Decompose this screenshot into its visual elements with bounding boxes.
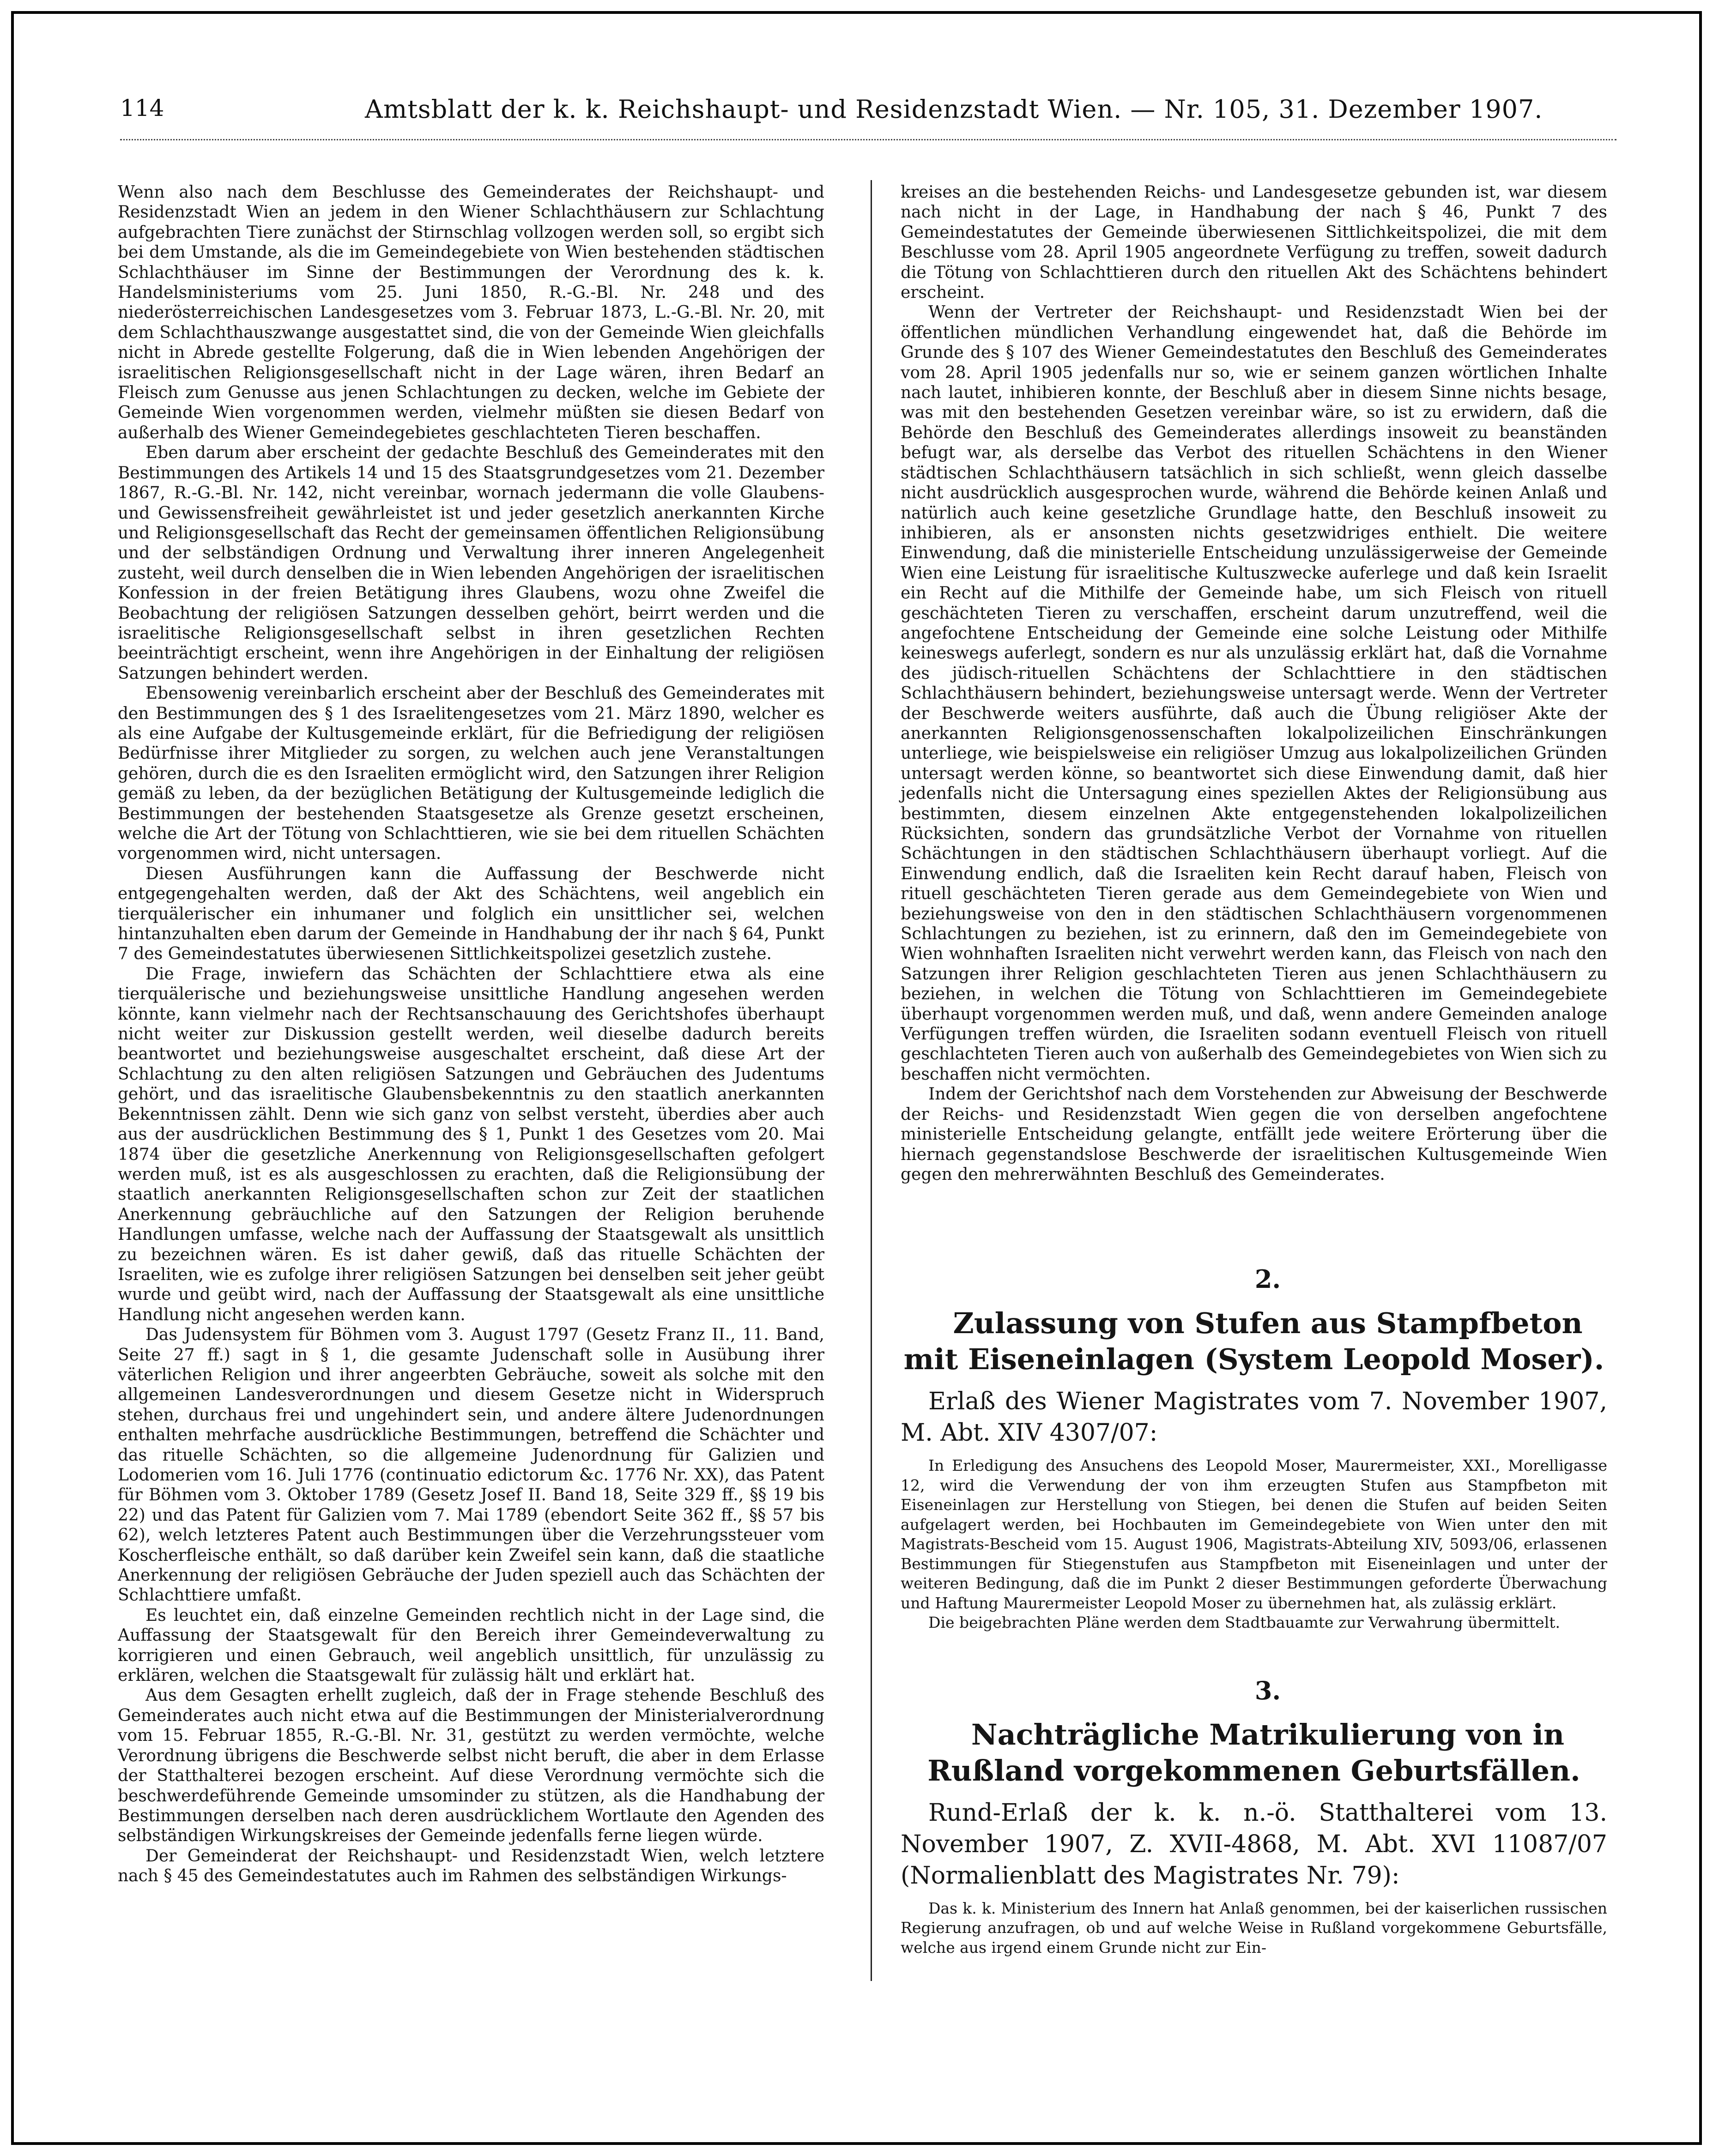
section-3-body bbox=[901, 1899, 1607, 1958]
section-3-title: Nachträgliche Matrikulierung von in Rußland vorgekommenen Geburtsfällen. bbox=[927, 1717, 1580, 1788]
spacer bbox=[901, 1295, 1607, 1305]
section-2-number: 2. bbox=[1254, 1264, 1281, 1294]
page-number: 114 bbox=[120, 95, 164, 121]
right-column bbox=[901, 182, 1607, 1957]
paragraph: Es leuchtet ein, daß einzelne Gemeinden rechtlich nicht in der Lage sind, die Auffassung der Staatsgewalt für den Bereich ihrer Gemeindeverwaltung zu korrigieren und einen Gebrauch, weil angeblich unsittlich, für unzulässig zu erklären, welchen die Staatsgewalt für zulässig hält und erklärt hat. bbox=[118, 1606, 824, 1685]
paragraph: Die Frage, inwiefern das Schächten der Schlachttiere etwa als eine tierquälerische und beziehungsweise unsittliche Handlung angesehen werden könnte, kann vielmehr nach der Rechtsanschauung des Gerichtshofes überhaupt nicht weiter zur Diskussion gestellt werden, weil dieselbe dadurch bereits beantwortet und beziehungsweise ausgeschaltet erscheint, daß diese Art der Schlachtung zu den alten religiösen Satzungen und Gebräuchen des Judentums gehört, und das israelitische Glaubensbekenntnis zu den staatlich anerkannten Bekenntnissen zählt. Denn wie sich ganz von selbst versteht, überdies aber auch aus der ausdrücklichen Bestimmung des § 1, Punkt 1 des Gesetzes vom 20. Mai 1874 über die gesetzliche Anerkennung von Religionsgesellschaften gefolgert werden muß, ist es als ausgeschlossen zu erachten, daß die Religionsübung der staatlich anerkannten Religionsgesellschaften schon zur Zeit der staatlichen Anerkennung gebräuchliche auf den Satzungen der Religion beruhende Handlungen umfasse, welche nach der Auffassung der Staatsgewalt als unsittlich zu bezeichnen wären. Es ist daher gewiß, daß das rituelle Schächten der Israeliten, wie es zufolge ihrer religiösen Satzungen bei denselben seit jeher geübt wurde und geübt wird, nach der Auffassung der Staatsgewalt als eine unsittliche Handlung nicht angesehen werden kann. bbox=[118, 964, 824, 1324]
spacer bbox=[901, 1633, 1607, 1674]
paragraph: Diesen Ausführungen kann die Auffassung der Beschwerde nicht entgegengehalten werden, daß der Akt des Schächtens, weil angeblich ein tierquälerischer ein inhumaner und folglich ein unsittlicher sei, welchen hintanzuhalten eben darum der Gemeinde in Handhabung der ihr nach § 64, Punkt 7 des Gemeindestatutes überwiesenen Sittlichkeitspolizei gesetzlich zustehe. bbox=[118, 864, 824, 964]
section-2-decree: Erlaß des Wiener Magistrates vom 7. November 1907, M. Abt. XIV 4307/07: bbox=[901, 1388, 1607, 1447]
spacer bbox=[901, 1707, 1607, 1717]
paragraph: Indem der Gerichtshof nach dem Vorstehenden zur Abweisung der Beschwerde der Reichs- und Residenzstadt Wien gegen die von derselben angefochtene ministerielle Entscheidung gelangte, entfällt jede weitere Erörterung über die hiernach gegenstandslose Beschwerde der israelitischen Kultusgemeinde Wien gegen den mehrerwähnten Beschluß des Gemeinderates. bbox=[901, 1085, 1607, 1184]
spacer bbox=[901, 1891, 1607, 1899]
column-divider bbox=[871, 180, 872, 1981]
section-2-title: Zulassung von Stufen aus Stampfbeton mit Eiseneinlagen (System Leopold Moser). bbox=[903, 1306, 1604, 1377]
left-column bbox=[118, 182, 824, 1886]
paragraph: Aus dem Gesagten erhellt zugleich, daß der in Frage stehende Beschluß des Gemeinderates auch nicht etwa auf die Bestimmungen der Ministerialverordnung vom 15. Februar 1855, R.-G.-Bl. Nr. 31, gestützt zu werden vermöchte, welche Verordnung übrigens die Beschwerde selbst nicht beruft, die aber in dem Erlasse der Statthalterei bezogen erscheint. Auf diese Verordnung vermöchte sich die beschwerdeführende Gemeinde umsominder zu stützen, als die Handhabung der Bestimmungen derselben nach deren ausdrücklichem Wortlaute den Agenden des selbständigen Wirkungskreises der Gemeinde jedenfalls ferne liegen würde. bbox=[118, 1686, 824, 1846]
paragraph: In Erledigung des Ansuchens des Leopold Moser, Maurermeister, XXI., Morelligasse 12, wird die Verwendung der von ihm erzeugten Stufen aus Stampfbeton mit Eiseneinlagen zur Herstellung von Stiegen, bei denen die Stufen auf beiden Seiten aufgelagert werden, bei Hochbauten im Gemeindegebiete von Wien unter den mit Magistrats-Bescheid vom 15. August 1906, Magistrats-Abteilung XIV, 5093/06, erlassenen Bestimmungen für Stiegenstufen aus Stampfbeton mit Eiseneinlagen und unter der weiteren Bedingung, daß die im Punkt 2 dieser Bestimmungen geforderte Überwachung und Haftung Maurermeister Leopold Moser zu übernehmen hat, als zulässig erklärt. bbox=[901, 1456, 1607, 1612]
paragraph: Wenn der Vertreter der Reichshaupt- und Residenzstadt Wien bei der öffentlichen mündlichen Verhandlung eingewendet hat, daß die Behörde im Grunde des § 107 des Wiener Gemeindestatutes den Beschluß des Gemeinderates vom 28. April 1905 jedenfalls nur so, wie er seinem ganzen wörtlichen Inhalte nach lautet, inhibieren konnte, der Beschluß aber in diesem Sinne nichts besage, was mit den bestehenden Gesetzen vereinbar wäre, so ist zu erwidern, daß die Behörde den Beschluß des Gemeinderates allerdings insoweit zu beanständen befugt war, als derselbe das Verbot des rituellen Schächtens in den Wiener städtischen Schlachthäusern tatsächlich in sich schließt, wenn gleich dasselbe nicht ausdrücklich ausgesprochen wurde, während die Behörde keinen Anlaß und natürlich auch keine gesetzliche Grundlage hatte, den Beschluß insoweit zu inhibieren, als er ansonsten nichts gesetzwidriges enthielt. Die weitere Einwendung, daß die ministerielle Entscheidung unzulässigerweise der Gemeinde Wien eine Leistung für israelitische Kultuszwecke auferlege und daß kein Israelit ein Recht auf die Mithilfe der Gemeinde habe, um sich Fleisch von rituell geschächteten Tieren zu verschaffen, erscheint darum unzutreffend, weil die angefochtene Entscheidung der Gemeinde eine solche Leistung oder Mithilfe keineswegs auferlegt, sondern es nur als unzulässig erklärt hat, daß die Vornahme des jüdisch-rituellen Schächtens der Schlachttiere in den städtischen Schlachthäusern behindert, beziehungsweise untersagt werde. Wenn der Vertreter der Beschwerde weiters ausführte, daß auch die Übung religiöser Akte der anerkannten Religionsgenossenschaften lokalpolizeilichen Einschränkungen unterliege, wie beispielsweise ein religiöser Umzug aus lokalpolizeilichen Gründen untersagt werden könne, so beantwortet sich diese Einwendung damit, daß hier jedenfalls nicht die Untersagung eines speziellen Aktes der Religionsübung aus bestimmten, diesem einzelnen Akte entgegenstehenden lokalpolizeilichen Rücksichten, sondern das grundsätzliche Verbot der Vornahme von rituellen Schächtungen in den städtischen Schlachthäusern überhaupt vorliegt. Auf die Einwendung endlich, daß die Israeliten kein Recht darauf haben, Fleisch von rituell geschächteten Tieren gerade aus dem Gemeindegebiete von Wien und beziehungsweise von den in den städtischen Schlachthäusern vorgenommenen Schlachtungen zu beziehen, ist zu erinnern, daß den im Gemeindegebiete von Wien wohnhaften Israeliten nicht verwehrt werden kann, das Fleisch von nach den Satzungen ihrer Religion geschlachteten Tieren aus jenen Schlachthäusern zu beziehen, in welchen die Tötung von Schlachttieren im Gemeindegebiete überhaupt vorgenommen werden muß, und daß, wenn andere Gemeinden analoge Verfügungen treffen würden, die Israeliten sodann eventuell Fleisch von rituell geschlachteten Tieren auch von außerhalb des Gemeindegebietes von Wien sich zu beschaffen nicht vermöchten. bbox=[901, 303, 1607, 1084]
paragraph: kreises an die bestehenden Reichs- und Landesgesetze gebunden ist, war diesem nach nicht in der Lage, in Handhabung der nach § 46, Punkt 7 des Gemeindestatutes der Gemeinde überwiesenen Sittlichkeitspolizei, die mit dem Beschlusse vom 28. April 1905 angeordnete Verfügung zu treffen, soweit dadurch die Tötung von Schlachttieren durch den rituellen Akt des Schächtens behindert erscheint. bbox=[901, 183, 1607, 302]
spacer bbox=[901, 1184, 1607, 1263]
header-rule bbox=[120, 139, 1616, 140]
paragraph: Wenn also nach dem Beschlusse des Gemeinderates der Reichshaupt- und Residenzstadt Wien an jedem in den Wiener Schlachthäusern zur Schlachtung aufgebrachten Tiere zunächst der Stirnschlag vollzogen werden soll, so ergibt sich bei dem Umstande, als die im Gemeindegebiete von Wien bestehenden städtischen Schlachthäuser im Sinne der Bestimmungen der Verordnung des k. k. Handelsministeriums vom 25. Juni 1850, R.-G.-Bl. Nr. 248 und des niederösterreichischen Landesgesetzes vom 3. Februar 1873, L.-G.-Bl. Nr. 20, mit dem Schlachthauszwange ausgestattet sind, die von der Gemeinde Wien gleichfalls nicht in Abrede gestellte Folgerung, daß die in Wien lebenden Angehörigen der israelitischen Religionsgesellschaft nicht in der Lage wären, ihren Bedarf an Fleisch zum Genusse aus jenen Schlachtungen zu decken, welche im Gebiete der Gemeinde Wien vorgenommen werden, vielmehr müßten sie diesen Bedarf von außerhalb des Wiener Gemeindegebietes geschlachteten Tieren beschaffen. bbox=[118, 183, 824, 442]
paragraph: Der Gemeinderat der Reichshaupt- und Residenzstadt Wien, welch letztere nach § 45 des Gemeindestatutes auch im Rahmen des selbständigen Wirkungs- bbox=[118, 1846, 824, 1886]
section-3-number: 3. bbox=[1254, 1675, 1281, 1705]
page-header bbox=[120, 95, 1616, 132]
spacer bbox=[901, 1789, 1607, 1797]
paragraph: Das k. k. Ministerium des Innern hat Anlaß genommen, bei der kaiserlichen russischen Regierung anzufragen, ob und auf welche Weise in Rußland vorgekommene Geburtsfälle, welche aus irgend einem Grunde nicht zur Ein- bbox=[901, 1899, 1607, 1957]
spacer bbox=[901, 1377, 1607, 1386]
page bbox=[11, 11, 1702, 2145]
spacer bbox=[901, 1449, 1607, 1456]
paragraph: Ebensowenig vereinbarlich erscheint aber der Beschluß des Gemeinderates mit den Bestimmungen des § 1 des Israelitengesetzes vom 21. März 1890, welcher es als eine Aufgabe der Kultusgemeinde erklärt, für die Befriedigung der religiösen Bedürfnisse ihrer Mitglieder zu sorgen, zu welchen auch jene Veranstaltungen gehören, durch die es den Israeliten ermöglicht wird, den Satzungen ihrer Religion gemäß zu leben, da der bezüglichen Betätigung der Kultusgemeinde lediglich die Bestimmungen der bestehenden Staatsgesetze als Grenze gesetzt erscheinen, welche die Art der Tötung von Schlachttieren, wie sie bei dem rituellen Schächten vorgenommen wird, nicht untersagen. bbox=[118, 684, 824, 864]
paragraph: Das Judensystem für Böhmen vom 3. August 1797 (Gesetz Franz II., 11. Band, Seite 27 ff.) sagt in § 1, die gesamte Judenschaft solle in Ausübung ihrer väterlichen Religion und ihrer angeerbten Gebräuche, soweit als solche mit den allgemeinen Landesverordnungen und diesem Gesetze nicht in Widerspruch stehen, durchaus frei und ungehindert sein, und andere ältere Judenordnungen enthalten mehrfache ausdrückliche Bestimmungen, betreffend die Schächter und das rituelle Schächten, so die allgemeine Judenordnung für Galizien und Lodomerien vom 16. Juli 1776 (continuatio edictorum &c. 1776 Nr. XX), das Patent für Böhmen vom 3. Oktober 1789 (Gesetz Josef II. Band 18, Seite 329 ff., §§ 19 bis 22) und das Patent für Galizien vom 7. Mai 1789 (ebendort Seite 362 ff., §§ 57 bis 62), welch letzteres Patent auch Bestimmungen über die Verzehrungssteuer vom Koscherfleische enthält, so daß darüber kein Zweifel sein kann, daß die staatliche Anerkennung der religiösen Gebräuche der Juden speziell auch das Schächten der Schlachttiere umfaßt. bbox=[118, 1325, 824, 1605]
paragraph: Die beigebrachten Pläne werden dem Stadtbauamte zur Verwahrung übermittelt. bbox=[928, 1613, 1561, 1632]
paragraph: Eben darum aber erscheint der gedachte Beschluß des Gemeinderates mit den Bestimmungen des Artikels 14 und 15 des Staatsgrundgesetzes vom 21. Dezember 1867, R.-G.-Bl. Nr. 142, nicht vereinbar, wornach jedermann die volle Glaubens- und Gewissensfreiheit gewährleistet ist und jeder gesetzlich anerkannten Kirche und Religionsgesellschaft das Recht der gemeinsamen öffentlichen Religionsübung und der selbständigen Ordnung und Verwaltung ihrer inneren Angelegenheit zusteht, weil durch denselben die in Wien lebenden Angehörigen der israelitischen Konfession in der freien Betätigung ihres Glaubens, wozu ohne Zweifel die Beobachtung der religiösen Satzungen desselben gehört, beirrt werden und die israelitische Religionsgesellschaft selbst in ihren gesetzlichen Rechten beeinträchtigt erscheint, wenn ihre Angehörigen in der Einhaltung der religiösen Satzungen behindert werden. bbox=[118, 443, 824, 683]
section-3-decree: Rund-Erlaß der k. k. n.-ö. Statthalterei vom 13. November 1907, Z. XVII-4868, M. Abt. XVI 11087/07 (Normalienblatt des Magistrates Nr. 79): bbox=[901, 1799, 1607, 1890]
section-2-body bbox=[901, 1456, 1607, 1633]
header-title: Amtsblatt der k. k. Reichshaupt- und Residenzstadt Wien. — Nr. 105, 31. Dezember 1907. bbox=[365, 95, 1543, 124]
